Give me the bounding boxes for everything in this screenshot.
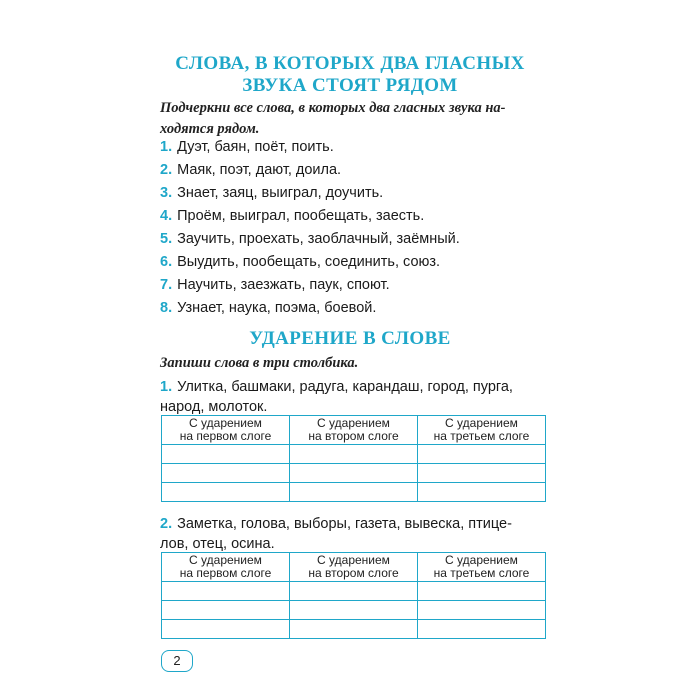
header-third-syllable <box>418 416 546 445</box>
table-header-row <box>162 553 546 582</box>
item-text: Научить, заезжать, паук, споют. <box>177 277 390 293</box>
table-row <box>162 445 546 464</box>
instruction-line2: ходятся рядом. <box>160 121 260 137</box>
answer-cell[interactable] <box>418 464 546 483</box>
answer-cell[interactable] <box>418 601 546 620</box>
answer-cell[interactable] <box>162 464 290 483</box>
section2-title: УДАРЕНИЕ В СЛОВЕ <box>249 328 451 349</box>
answer-cell[interactable] <box>418 445 546 464</box>
table-row <box>162 582 546 601</box>
header-line1: С ударением <box>317 416 390 430</box>
answer-cell[interactable] <box>290 582 418 601</box>
answer-cell[interactable] <box>290 445 418 464</box>
stress-table-1 <box>161 415 546 502</box>
answer-cell[interactable] <box>162 620 290 639</box>
answer-cell[interactable] <box>162 582 290 601</box>
item-number: 6. <box>160 254 173 270</box>
task2-line1 <box>160 514 545 534</box>
section2-instruction: Запиши слова в три столбика. <box>160 355 359 371</box>
table-header-row <box>162 416 546 445</box>
list-item <box>160 160 341 180</box>
item-number: 4. <box>160 208 173 224</box>
item-text: Проём, выиграл, пообещать, заесть. <box>177 208 425 224</box>
list-item <box>160 229 460 249</box>
header-second-syllable <box>290 553 418 582</box>
answer-cell[interactable] <box>290 464 418 483</box>
answer-cell[interactable] <box>162 483 290 502</box>
header-line2: на втором слоге <box>308 429 399 443</box>
answer-cell[interactable] <box>290 483 418 502</box>
item-number: 5. <box>160 231 173 247</box>
list-item <box>160 252 440 272</box>
header-first-syllable <box>162 553 290 582</box>
answer-cell[interactable] <box>162 445 290 464</box>
header-line1: С ударением <box>445 553 518 567</box>
task1-line2: народ, молоток. <box>160 399 268 415</box>
section1-title-line2: ЗВУКА СТОЯТ РЯДОМ <box>242 75 458 96</box>
header-line2: на первом слоге <box>179 429 272 443</box>
task2-number: 2. <box>160 516 173 532</box>
task1-line1-text: Улитка, башмаки, радуга, карандаш, город, пурга, <box>177 379 513 395</box>
stress-table-2 <box>161 552 546 639</box>
item-number: 1. <box>160 139 173 155</box>
section1-title-line1: СЛОВА, В КОТОРЫХ ДВА ГЛАСНЫХ <box>175 53 525 74</box>
header-line2: на третьем слоге <box>433 566 530 580</box>
header-line1: С ударением <box>445 416 518 430</box>
item-text: Маяк, поэт, дают, доила. <box>177 162 342 178</box>
header-second-syllable <box>290 416 418 445</box>
task1-text <box>160 377 545 417</box>
item-number: 3. <box>160 185 173 201</box>
item-number: 2. <box>160 162 173 178</box>
item-text: Дуэт, баян, поёт, поить. <box>177 139 334 155</box>
item-text: Выудить, пообещать, соединить, союз. <box>177 254 441 270</box>
header-line1: С ударением <box>189 416 262 430</box>
task2-text <box>160 514 545 554</box>
header-first-syllable <box>162 416 290 445</box>
table-row <box>162 464 546 483</box>
list-item <box>160 137 334 157</box>
table-row <box>162 483 546 502</box>
instruction-line1: Подчеркни все слова, в которых два гласных звука на- <box>160 100 506 116</box>
section1-instruction <box>160 98 505 140</box>
answer-cell[interactable] <box>290 601 418 620</box>
table-row <box>162 620 546 639</box>
list-item <box>160 275 390 295</box>
list-item <box>160 298 376 318</box>
header-line1: С ударением <box>189 553 262 567</box>
task1-number: 1. <box>160 379 173 395</box>
item-text: Узнает, наука, поэма, боевой. <box>177 300 377 316</box>
header-line2: на втором слоге <box>308 566 399 580</box>
item-text: Заучить, проехать, заоблачный, заёмный. <box>177 231 460 247</box>
task2-line1-text: Заметка, голова, выборы, газета, вывеска, птице- <box>177 516 512 532</box>
item-number: 8. <box>160 300 173 316</box>
section1-title <box>160 53 540 97</box>
task1-line1 <box>160 377 545 397</box>
header-line2: на третьем слоге <box>433 429 530 443</box>
list-item <box>160 183 383 203</box>
header-line1: С ударением <box>317 553 390 567</box>
header-line2: на первом слоге <box>179 566 272 580</box>
answer-cell[interactable] <box>418 582 546 601</box>
answer-cell[interactable] <box>418 620 546 639</box>
item-number: 7. <box>160 277 173 293</box>
list-item <box>160 206 424 226</box>
answer-cell[interactable] <box>290 620 418 639</box>
table-row <box>162 601 546 620</box>
header-third-syllable <box>418 553 546 582</box>
item-text: Знает, заяц, выиграл, доучить. <box>177 185 384 201</box>
page-number: 2 <box>161 650 193 672</box>
answer-cell[interactable] <box>418 483 546 502</box>
answer-cell[interactable] <box>162 601 290 620</box>
task2-line2: лов, отец, осина. <box>160 536 275 552</box>
